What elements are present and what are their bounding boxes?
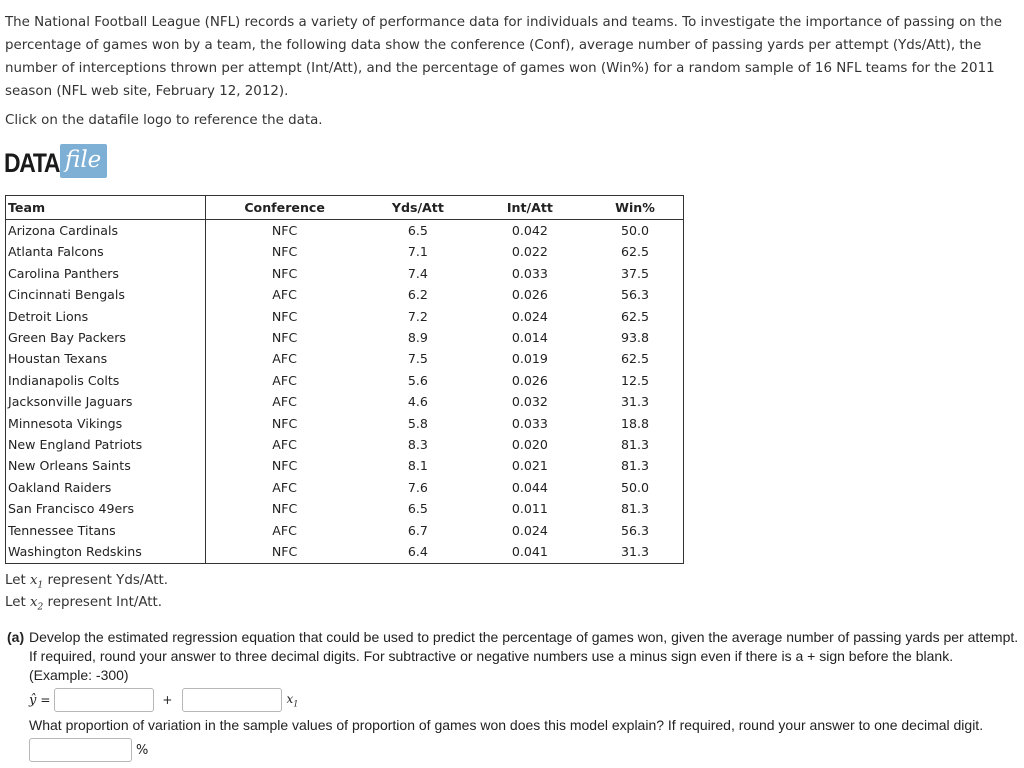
cell-team: Houstan Texans [6,348,206,369]
cell-yds-att: 8.3 [407,437,428,453]
table-row [6,348,684,369]
problem-intro: The National Football League (NFL) records a variety of performance data for individuals and teams. To investigate the importance of passing on the percentage of games won by a team, the following data show the conference (Conf), average number of passing yards per attempt (Yds/Att), the number of interceptions thrown per attempt (Int/Att), and the percentage of games won (Win%) for a random sample of 16 NFL teams for the 2011 season (NFL web site, February 12, 2012). [5,15,1002,99]
cell-conference: AFC [272,479,297,495]
cell-conference: NFC [271,415,298,431]
cell-win-pct: 81.3 [620,501,649,517]
cell-conference: AFC [272,287,297,303]
table-row [6,391,684,412]
proportion-input[interactable] [29,738,132,762]
cell-yds-att: 6.5 [407,223,428,238]
cell-win-pct: 12.5 [620,372,649,388]
cell-conference: AFC [272,351,297,367]
cell-yds-att: 7.4 [407,265,428,281]
x2-suffix: represent Int/Att. [43,595,163,610]
table-body [6,220,684,564]
cell-team: Tennessee Titans [6,520,206,541]
cell-win-pct: 93.8 [620,330,649,346]
cell-team: Arizona Cardinals [6,220,206,242]
cell-team: Detroit Lions [6,306,206,327]
cell-team: Carolina Panthers [6,263,206,284]
cell-conference: NFC [271,458,298,474]
cell-int-att: 0.032 [511,394,548,410]
table-row [6,413,684,434]
table-header-row [6,196,684,220]
cell-conference: NFC [271,223,298,238]
cell-win-pct: 62.5 [620,308,649,324]
cell-win-pct: 50.0 [620,223,649,238]
cell-yds-att: 4.6 [407,394,428,410]
cell-win-pct: 37.5 [620,265,649,281]
cell-yds-att: 6.2 [407,287,428,303]
cell-conference: AFC [272,522,297,538]
cell-conference: NFC [271,244,298,260]
cell-team: New Orleans Saints [6,455,206,476]
cell-conference: AFC [272,437,297,453]
table-row [6,220,684,242]
x1-suffix: represent Yds/Att. [43,573,168,588]
x2-prefix: Let [5,595,30,610]
cell-yds-att: 6.7 [407,522,428,538]
cell-yds-att: 7.5 [407,351,428,367]
cell-int-att: 0.022 [511,244,548,260]
cell-win-pct: 50.0 [620,479,649,495]
cell-conference: NFC [271,544,298,560]
cell-int-att: 0.026 [511,372,548,388]
x1-term: $x_1$ [286,691,299,709]
question-a-text: Develop the estimated regression equation that could be used to predict the percentage of games won, given the average number of passing yards per attempt. If required, round your answer to three decimal digits. For subtractive or negative numbers use a minus sign even if there is a + sign before the blank. (Example: -300) [29,629,1019,683]
cell-yds-att: 7.6 [407,479,428,495]
cell-int-att: 0.026 [511,287,548,303]
header-win-pct: Win% [587,196,684,220]
cell-int-att: 0.041 [511,544,548,560]
datafile-instruction: Click on the datafile logo to reference the data. [5,113,323,128]
cell-win-pct: 56.3 [620,287,649,303]
proportion-answer-row [29,737,148,763]
cell-yds-att: 7.2 [407,308,428,324]
x1-definition [5,571,168,596]
cell-int-att: 0.020 [511,437,548,453]
table-row [6,306,684,327]
cell-yds-att: 6.4 [407,544,428,560]
table-row [6,284,684,305]
intercept-input[interactable] [54,688,154,712]
cell-conference: NFC [271,308,298,324]
header-int-att: Int/Att [473,196,587,220]
cell-win-pct: 81.3 [620,458,649,474]
header-conference: Conference [206,196,363,220]
cell-team: Minnesota Vikings [6,413,206,434]
cell-team: San Francisco 49ers [6,498,206,519]
percent-sign: % [136,742,149,758]
cell-int-att: 0.042 [511,223,548,238]
x2-symbol: $x_2$ [29,595,44,613]
table-row [6,263,684,284]
cell-conference: NFC [271,265,298,281]
equals-sign: = [40,693,51,707]
x1-coefficient-input[interactable] [182,688,282,712]
table-row [6,541,684,563]
table-row [6,241,684,262]
cell-int-att: 0.033 [511,265,548,281]
cell-team: Cincinnati Bengals [6,284,206,305]
cell-yds-att: 6.5 [407,501,428,517]
cell-int-att: 0.033 [511,415,548,431]
cell-int-att: 0.019 [511,351,548,367]
plus-sign: + [162,693,173,707]
datafile-logo-file-text: file [60,144,107,178]
cell-conference: NFC [271,501,298,517]
table-row [6,434,684,455]
table-row [6,327,684,348]
cell-yds-att: 8.1 [407,458,428,474]
cell-team: Indianapolis Colts [6,370,206,391]
cell-int-att: 0.024 [511,308,548,324]
cell-int-att: 0.044 [511,479,548,495]
table-row [6,455,684,476]
proportion-question-text: What proportion of variation in the sample values of proportion of games won does this model explain? If required, round your answer to one decimal digit. [29,717,984,733]
cell-int-att: 0.021 [511,458,548,474]
cell-yds-att: 5.6 [407,372,428,388]
cell-win-pct: 56.3 [620,522,649,538]
table-row [6,477,684,498]
cell-int-att: 0.014 [511,330,548,346]
header-team: Team [6,196,206,220]
x1-prefix: Let [5,573,30,588]
cell-win-pct: 31.3 [620,394,649,410]
y-hat-symbol: ŷ [29,692,37,708]
cell-yds-att: 8.9 [407,330,428,346]
table-row [6,498,684,519]
nfl-data-table [5,195,684,564]
cell-win-pct: 31.3 [620,544,649,560]
cell-team: Atlanta Falcons [6,241,206,262]
x2-definition [5,593,162,618]
question-a-label: (a) [7,629,25,645]
cell-team: Oakland Raiders [6,477,206,498]
cell-int-att: 0.024 [511,522,548,538]
cell-win-pct: 81.3 [620,437,649,453]
x1-symbol: $x_1$ [29,573,44,591]
datafile-logo-data-text: DATA [4,148,60,178]
table-row [6,520,684,541]
cell-team: Jacksonville Jaguars [6,391,206,412]
table-row [6,370,684,391]
cell-yds-att: 7.1 [407,244,428,260]
cell-win-pct: 62.5 [620,351,649,367]
header-yds-att: Yds/Att [363,196,473,220]
cell-conference: NFC [271,330,298,346]
cell-int-att: 0.011 [511,501,548,517]
cell-team: New England Patriots [6,434,206,455]
regression-equation-row [29,687,298,713]
cell-team: Washington Redskins [6,541,206,563]
cell-conference: AFC [272,394,297,410]
cell-team: Green Bay Packers [6,327,206,348]
cell-win-pct: 62.5 [620,244,649,260]
cell-conference: AFC [272,372,297,388]
cell-yds-att: 5.8 [407,415,428,431]
cell-win-pct: 18.8 [620,415,649,431]
datafile-logo[interactable] [4,142,107,178]
